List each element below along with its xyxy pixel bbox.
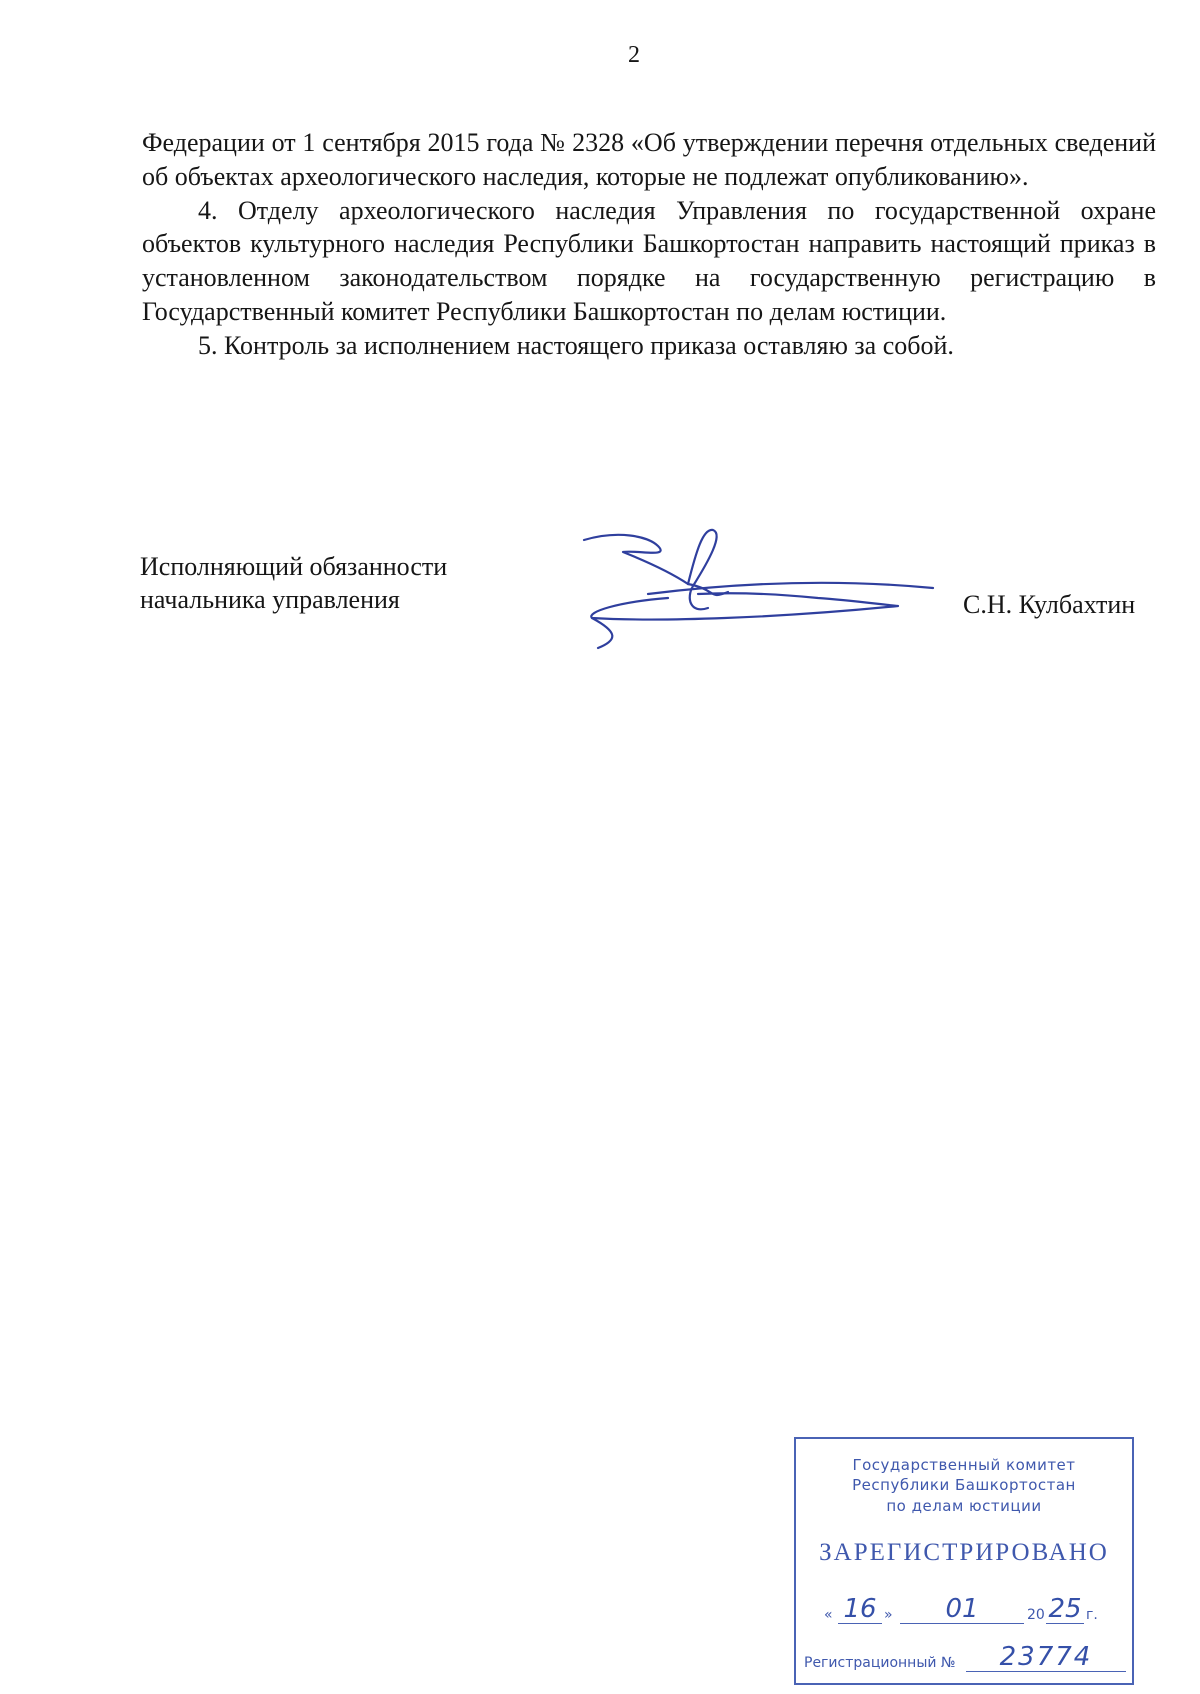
stamp-reg-number: 23774 [966, 1643, 1126, 1672]
stamp-agency [796, 1455, 1132, 1516]
signer-title [140, 551, 447, 616]
stamp-status: ЗАРЕГИСТРИРОВАНО [819, 1539, 1109, 1566]
stamp-date [824, 1595, 1116, 1629]
stamp-registration [804, 1643, 1124, 1673]
paragraph-5: 5. Контроль за исполнением настоящего приказа оставляю за собой. [198, 330, 954, 360]
stamp-quote-close: » [884, 1607, 893, 1623]
stamp-quote-open: « [824, 1607, 833, 1623]
signer-name: С.Н. Кулбахтин [963, 590, 1136, 619]
signer-title-line2: начальника управления [140, 584, 400, 614]
stamp-reg-label: Регистрационный № [804, 1655, 956, 1671]
registration-stamp [794, 1437, 1134, 1685]
paragraph-4: 4. Отделу археологического наследия Управления по государственной охране объектов культурного наследия Республики Башкортостан направить настоящий приказ в установленном законодательством порядке на государственную регистрацию в Государственный комитет Республики Башкортостан по делам юстиции. [142, 195, 1156, 326]
stamp-year: 25 [1046, 1595, 1084, 1624]
stamp-agency-line3: по делам юстиции [886, 1496, 1042, 1515]
document-body [142, 126, 1156, 363]
stamp-year-suffix: г. [1086, 1607, 1098, 1623]
stamp-agency-line2: Республики Башкортостан [852, 1476, 1076, 1495]
handwritten-signature [578, 522, 940, 652]
paragraph-continuation: Федерации от 1 сентября 2015 года № 2328 «Об утверждении перечня отдельных сведений об объектах археологического наследия, которые не подлежат опубликованию». [142, 128, 1156, 191]
stamp-agency-line1: Государственный комитет [852, 1456, 1076, 1474]
stamp-month: 01 [900, 1595, 1024, 1624]
stamp-century: 20 [1027, 1607, 1045, 1623]
page-number: 2 [628, 42, 640, 68]
signer-title-line1: Исполняющий обязанности [140, 552, 448, 581]
stamp-day: 16 [838, 1595, 882, 1624]
